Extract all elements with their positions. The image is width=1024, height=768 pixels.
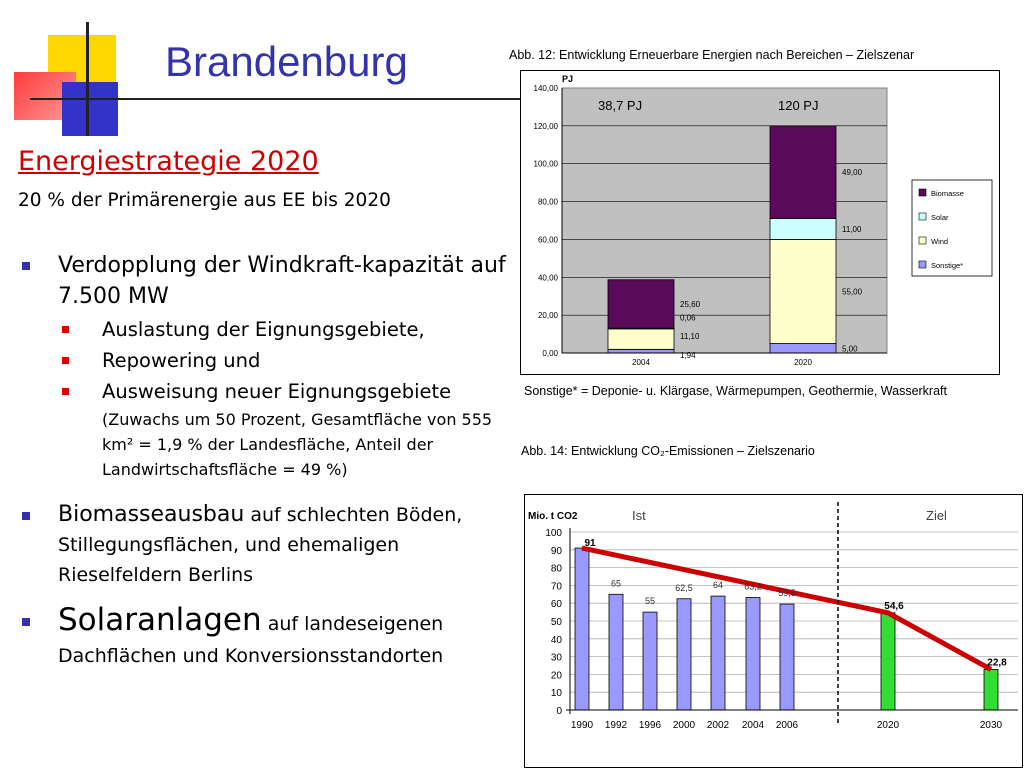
chart1-bar-sonstige-2004 xyxy=(608,349,674,353)
sub-bullet-icon xyxy=(62,357,69,364)
slide-title: Brandenburg xyxy=(165,38,408,85)
chart1-legend-swatch-sonstige xyxy=(919,261,926,268)
chart1-value-label: 1,94 xyxy=(680,351,696,361)
sub-bullet-item xyxy=(58,376,518,407)
chart2-frame xyxy=(525,495,1023,768)
bullet-list xyxy=(18,250,518,672)
decoration-blue-square xyxy=(62,82,118,136)
bullet-text-wind: Verdopplung der Windkraft-kapazität auf 7.500 MW xyxy=(58,253,506,309)
sub-bullet-text: Repowering und xyxy=(102,349,261,372)
chart2-y-tick-label: 10 xyxy=(550,688,562,700)
chart2-title: Abb. 14: Entwicklung CO₂-Emissionen – Zielszenario xyxy=(521,444,815,458)
chart2-y-tick-label: 60 xyxy=(550,599,562,611)
bullet-text-solar: auf landeseigenen Dachflächen und Konversionsstandorten xyxy=(58,613,444,667)
chart2-x-tick-label: 2004 xyxy=(741,720,765,731)
chart1-bar-sonstige-2020 xyxy=(770,344,836,353)
sub-bullet-icon xyxy=(62,388,69,395)
chart1-title: Abb. 12: Entwicklung Erneuerbare Energien nach Bereichen – Zielszenar xyxy=(509,48,915,62)
chart1-value-label: 49,00 xyxy=(842,168,863,178)
chart2-y-axis-label: Mio. t CO2 xyxy=(528,511,578,522)
chart1-y-axis-label: PJ xyxy=(562,74,574,84)
chart1-legend-label-biomasse: Biomasse xyxy=(931,189,964,198)
chart2-y-tick-label: 90 xyxy=(550,545,562,557)
chart1-legend-label-solar: Solar xyxy=(931,213,949,222)
chart1-legend-label-wind: Wind xyxy=(931,237,949,246)
chart1-bar-biomasse-2004 xyxy=(608,280,674,328)
chart2-bar-2004 xyxy=(746,598,760,710)
chart2-bar-2020 xyxy=(881,613,895,710)
chart2-value-label: 65 xyxy=(610,578,622,589)
chart2-y-tick-label: 30 xyxy=(550,652,562,664)
chart2-x-tick-label: 2030 xyxy=(979,720,1003,731)
chart1-legend-swatch-wind xyxy=(919,237,926,244)
chart1-y-tick-label: 120,00 xyxy=(533,121,558,131)
bullet-item-solar xyxy=(18,602,518,672)
chart2-x-tick-label: 2020 xyxy=(876,720,900,731)
chart2-y-tick-label: 70 xyxy=(550,581,562,593)
chart1-bar-biomasse-2020 xyxy=(770,126,836,219)
chart2-ist-label: Ist xyxy=(632,508,646,523)
decoration-vertical-line xyxy=(86,22,89,136)
sub-bullet-list xyxy=(58,314,518,407)
chart1-bar-wind-2020 xyxy=(770,239,836,343)
chart1-total-2020: 120 PJ xyxy=(778,98,819,113)
chart2-bar-1990 xyxy=(575,548,589,710)
chart2-x-tick-label: 2002 xyxy=(706,720,730,731)
chart2-bar-2000 xyxy=(677,599,691,710)
chart1-y-tick-label: 40,00 xyxy=(537,273,558,283)
sub-bullet-item xyxy=(58,345,518,376)
chart1-value-label: 25,60 xyxy=(680,299,701,309)
chart2-y-tick-label: 80 xyxy=(550,563,562,575)
intro-line: 20 % der Primärenergie aus EE bis 2020 xyxy=(18,190,391,211)
chart1-value-label: 11,10 xyxy=(680,331,700,341)
chart1-legend xyxy=(912,180,992,276)
chart1-x-tick-label: 2004 xyxy=(632,358,650,367)
chart1-total-2004: 38,7 PJ xyxy=(598,98,643,113)
chart2-value-label: 91 xyxy=(584,538,596,550)
chart2-x-tick-label: 1990 xyxy=(570,720,594,731)
bullet-text-biomasse: auf schlechten Böden, Stillegungsflächen, und ehemaligen Rieselfeldern Berlins xyxy=(58,504,463,586)
sub-bullet-icon xyxy=(62,326,69,333)
chart1-legend-label-sonstige: Sonstige* xyxy=(931,261,964,270)
chart1-y-tick-label: 20,00 xyxy=(537,311,558,321)
chart1-value-label: 0,06 xyxy=(680,313,696,323)
sub-bullet-item xyxy=(58,314,518,345)
bullet-keyword-biomasse: Biomasseausbau xyxy=(58,502,245,527)
chart2-x-tick-label: 2006 xyxy=(775,720,799,731)
chart2-value-label: 64 xyxy=(712,580,724,591)
bullet-keyword-solar: Solaranlagen xyxy=(58,602,262,638)
chart1-footnote: Sonstige* = Deponie- u. Klärgase, Wärmepumpen, Geothermie, Wasserkraft xyxy=(524,384,947,398)
chart1-bar-solar-2020 xyxy=(770,219,836,240)
chart1-value-label: 55,00 xyxy=(842,287,863,297)
chart1-y-tick-label: 80,00 xyxy=(537,197,558,207)
decoration-horizontal-line xyxy=(30,98,530,100)
chart1-value-label: 5,00 xyxy=(842,344,858,354)
chart2-value-label: 59,5 xyxy=(778,588,796,599)
chart2-bar-1992 xyxy=(609,594,623,710)
chart2-y-tick-label: 40 xyxy=(550,634,562,646)
chart2-value-label: 62,5 xyxy=(675,582,693,593)
chart2-value-label: 54,6 xyxy=(884,600,904,612)
chart2-ziel-label: Ziel xyxy=(926,508,947,523)
chart2-value-label: 63,2 xyxy=(744,581,762,592)
chart1-y-tick-label: 60,00 xyxy=(537,235,558,245)
chart1-legend-swatch-biomasse xyxy=(919,189,926,196)
bullet-square-icon xyxy=(22,618,30,626)
chart1-bar-wind-2004 xyxy=(608,328,674,349)
sub-bullet-text: Auslastung der Eignungsgebiete, xyxy=(102,318,425,341)
chart1-legend-swatch-solar xyxy=(919,213,926,220)
chart2-bar-2030 xyxy=(984,669,998,710)
chart2-value-label: 22,8 xyxy=(987,657,1007,669)
renewables-stacked-bar-chart xyxy=(520,70,1000,375)
chart2-y-tick-label: 50 xyxy=(550,617,562,628)
co2-emissions-bar-chart xyxy=(524,494,1024,768)
chart2-value-label: 55 xyxy=(644,596,656,607)
chart2-x-tick-label: 1992 xyxy=(604,720,628,731)
chart2-x-tick-label: 1996 xyxy=(638,720,662,731)
chart2-bar-1996 xyxy=(643,612,657,710)
bullet-square-icon xyxy=(22,512,30,520)
slide-subtitle: Energiestrategie 2020 xyxy=(18,146,319,177)
chart2-y-tick-label: 0 xyxy=(556,706,562,717)
bullet-square-icon xyxy=(22,262,30,270)
bullet-item-biomasse xyxy=(18,500,518,590)
chart2-x-tick-label: 2000 xyxy=(672,720,696,731)
sub-bullet-text: Ausweisung neuer Eignungsgebiete xyxy=(102,380,452,403)
chart2-y-tick-label: 100 xyxy=(545,528,562,539)
chart1-y-tick-label: 140,00 xyxy=(533,84,558,93)
chart2-y-tick-label: 20 xyxy=(550,670,562,682)
chart2-bar-2002 xyxy=(711,596,725,710)
sub-bullet-note: (Zuwachs um 50 Prozent, Gesamtfläche von 555 km² = 1,9 % der Landesfläche, Anteil der Landwirtschaftsfläche = 49 %) xyxy=(102,410,493,479)
chart2-bar-2006 xyxy=(780,604,794,710)
chart1-x-tick-label: 2020 xyxy=(794,358,812,367)
chart1-value-label: 11,00 xyxy=(842,225,862,235)
chart1-y-tick-label: 0,00 xyxy=(542,349,558,358)
bullet-item-wind xyxy=(18,250,518,482)
chart1-y-tick-label: 100,00 xyxy=(533,159,558,169)
